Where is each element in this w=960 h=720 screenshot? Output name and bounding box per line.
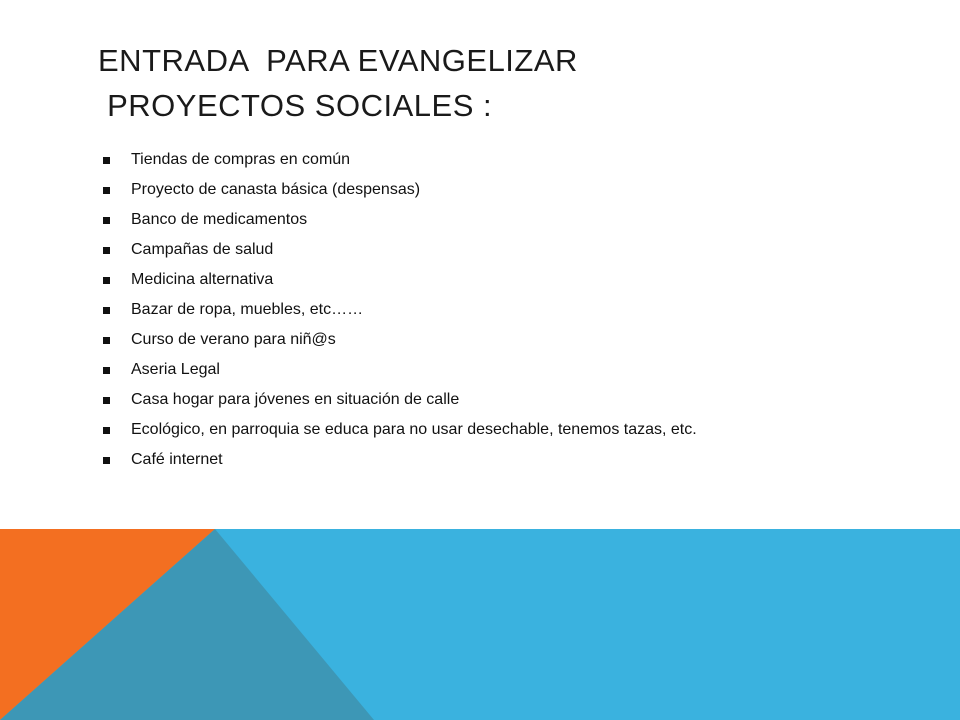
bullet-text: Tiendas de compras en común [131,151,351,168]
title-line-2: PROYECTOS SOCIALES : [98,88,493,123]
bullet-text: Medicina alternativa [131,271,274,288]
square-bullet-icon [103,187,110,194]
bullet-item [103,235,697,265]
bullet-item [103,355,697,385]
bullet-item [103,175,697,205]
square-bullet-icon [103,427,110,434]
bullet-item [103,325,697,355]
bullet-item [103,205,697,235]
bullet-item [103,145,697,175]
square-bullet-icon [103,247,110,254]
bullet-item [103,295,697,325]
bullet-text: Campañas de salud [131,241,274,258]
square-bullet-icon [103,277,110,284]
bullet-list [103,145,697,475]
bullet-text: Aseria Legal [131,361,220,378]
bullet-text: Proyecto de canasta básica (despensas) [131,181,421,198]
bullet-text: Bazar de ropa, muebles, etc…… [131,301,364,318]
bullet-item [103,385,697,415]
square-bullet-icon [103,157,110,164]
square-bullet-icon [103,307,110,314]
square-bullet-icon [103,457,110,464]
bullet-item [103,415,697,445]
square-bullet-icon [103,217,110,224]
square-bullet-icon [103,337,110,344]
bullet-text: Curso de verano para niñ@s [131,331,336,348]
bullet-text: Café internet [131,451,223,468]
bullet-text: Casa hogar para jóvenes en situación de calle [131,391,460,408]
bullet-item [103,445,697,475]
square-bullet-icon [103,397,110,404]
decorative-footer-band [0,529,960,720]
slide-title [98,38,918,128]
square-bullet-icon [103,367,110,374]
title-line-1: ENTRADA PARA EVANGELIZAR [98,43,578,78]
bullet-text: Banco de medicamentos [131,211,308,228]
bullet-item [103,265,697,295]
bullet-text: Ecológico, en parroquia se educa para no usar desechable, tenemos tazas, etc. [131,421,697,438]
